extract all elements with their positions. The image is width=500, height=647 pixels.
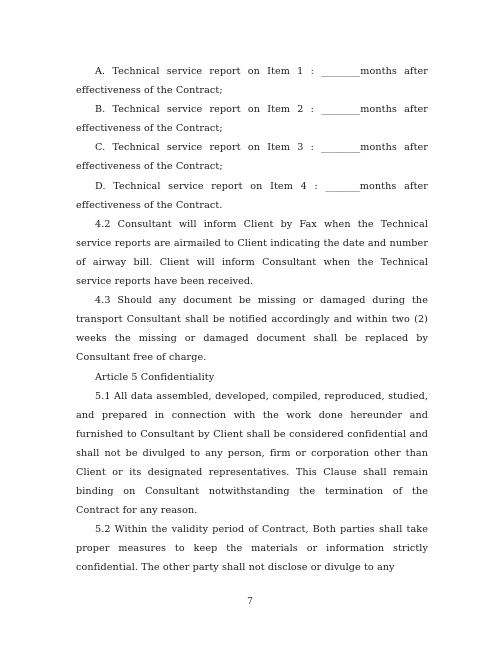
document-body: [76, 62, 428, 578]
paragraph-item-b: B. Technical service report on Item 2 : ________months after effectiveness of the Contract;: [76, 104, 428, 135]
page-number: 7: [247, 597, 253, 607]
paragraph-clause-5-2: 5.2 Within the validity period of Contract, Both parties shall take proper measures to keep the materials or information strictly confidential. The other party shall not disclose or divulge to any: [76, 524, 428, 574]
paragraph-clause-4-2: 4.2 Consultant will inform Client by Fax when the Technical service reports are airmailed to Client indicating the date and number of airway bill. Client will inform Consultant when the Technical service reports have been received.: [76, 218, 428, 288]
paragraph-clause-4-3: 4.3 Should any document be missing or damaged during the transport Consultant shall be notified accordingly and within two (2) weeks the missing or damaged document shall be replaced by Consultant free of charge.: [76, 295, 428, 364]
paragraph-item-a: A. Technical service report on Item 1 : ________months after effectiveness of the Contract;: [76, 66, 428, 97]
paragraph-item-c: C. Technical service report on Item 3 : ________months after effectiveness of the Contract;: [76, 142, 428, 173]
paragraph-item-d: D. Technical service report on Item 4 : _______months after effectiveness of the Contract.: [76, 180, 428, 211]
paragraph-clause-5-1: 5.1 All data assembled, developed, compiled, reproduced, studied, and prepared in connection with the work done hereunder and furnished to Consultant by Client shall be considered confidential and shall not be divulged to any person, firm or corporation other than Client or its designated representatives. This Clause shall remain binding on Consultant notwithstanding the termination of the Contract for any reason.: [76, 390, 428, 517]
article-heading: Article 5 Confidentiality: [95, 371, 215, 383]
